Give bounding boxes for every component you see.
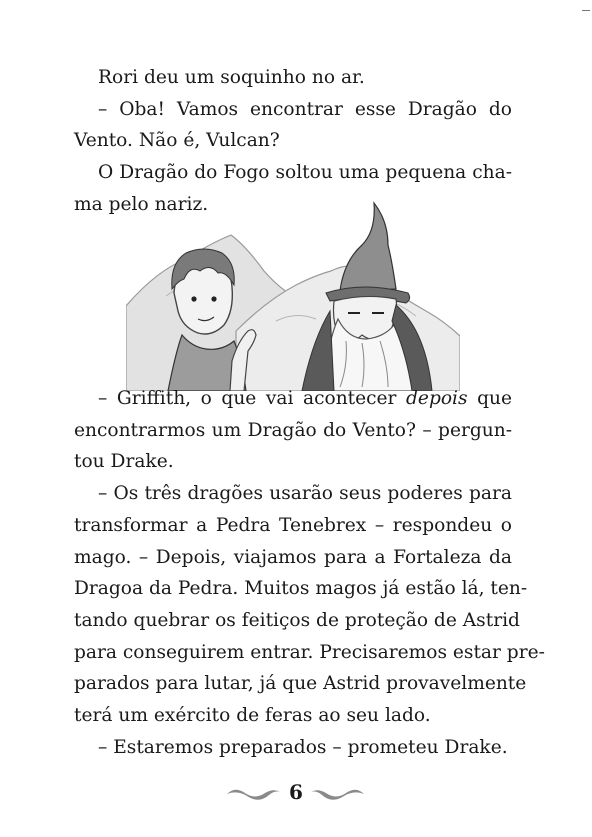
text-line: tando quebrar os feitiços de proteção de Astrid <box>74 609 520 631</box>
text-line: O Dragão do Fogo soltou uma pequena cha- <box>98 162 512 184</box>
page-number: 6 <box>289 780 303 804</box>
text-line: Vento. Não é, Vulcan? <box>74 130 280 152</box>
text-line: para conseguirem entrar. Precisaremos estar pre- <box>74 641 545 663</box>
text-line: transformar a Pedra Tenebrex – respondeu o <box>74 514 512 536</box>
text-block-top <box>74 62 512 221</box>
text-line <box>74 383 512 415</box>
text-line: Dragoa da Pedra. Muitos magos já estão lá, ten- <box>74 578 528 600</box>
page-footer <box>0 774 592 810</box>
text-line: encontrarmos um Dragão do Vento? – pergun- <box>74 419 512 441</box>
text-segment: que <box>467 388 512 409</box>
text-line: tou Drake. <box>74 451 174 473</box>
text-line: Rori deu um soquinho no ar. <box>98 67 365 88</box>
text-line: – Oba! Vamos encontrar esse Dragão do <box>98 98 512 120</box>
text-line: ma pelo nariz. <box>74 193 209 215</box>
text-line: – Estaremos preparados – prometeu Drake. <box>98 736 508 758</box>
illustration-boy-and-wizard <box>126 201 460 391</box>
crop-mark <box>582 10 590 11</box>
text-line: terá um exército de feras ao seu lado. <box>74 705 431 727</box>
text-segment: – Griffith, o que vai acontecer <box>98 388 407 409</box>
emphasis: depois <box>406 388 468 409</box>
text-line: parados para lutar, já que Astrid provavelmente <box>74 673 527 695</box>
right-swash-ornament <box>306 784 366 802</box>
text-line: mago. – Depois, viajamos para a Fortaleza da <box>74 546 512 568</box>
text-line: – Os três dragões usarão seus poderes para <box>98 483 512 505</box>
text-block-bottom <box>74 383 545 763</box>
